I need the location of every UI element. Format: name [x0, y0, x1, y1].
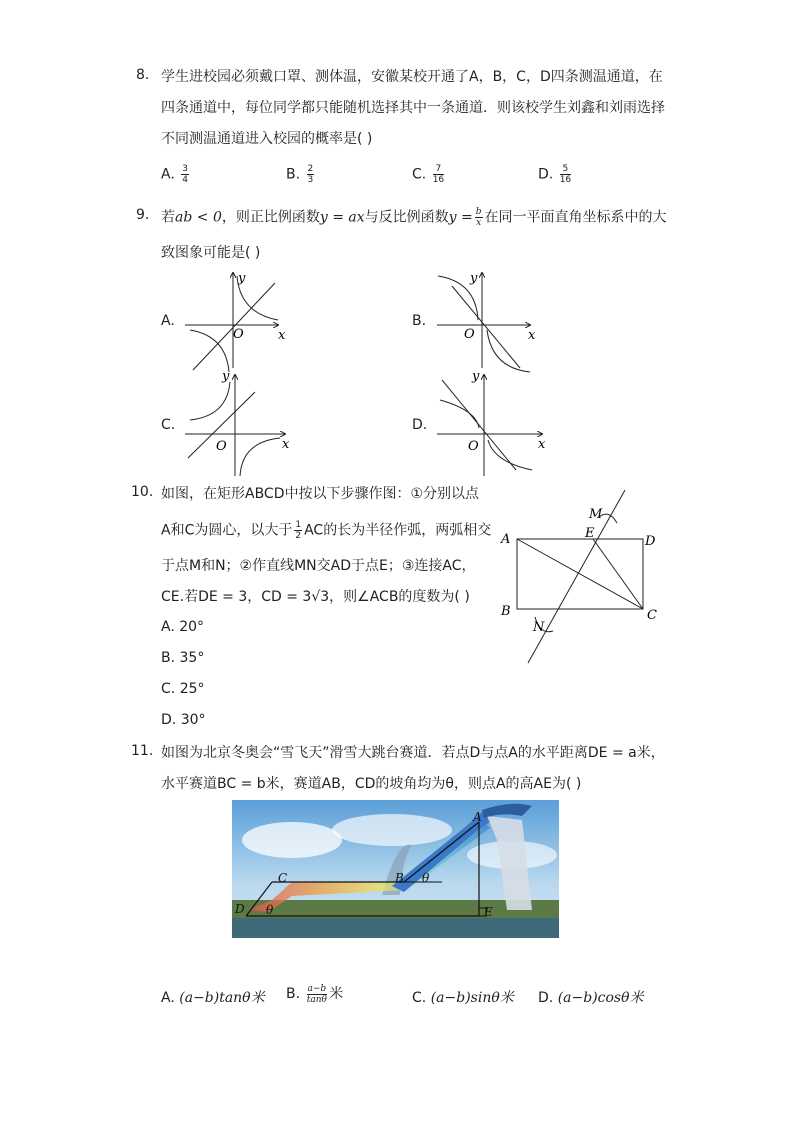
- q9-option-d[interactable]: D.: [412, 417, 428, 433]
- question-10-number: 10.: [131, 484, 154, 500]
- svg-text:x: x: [528, 328, 536, 343]
- svg-text:O: O: [468, 439, 479, 454]
- q9-graph-d: [432, 370, 552, 480]
- svg-text:E: E: [585, 526, 595, 541]
- q8-option-c-fraction: $\frac{7}{16}$: [432, 164, 445, 185]
- q9-option-a[interactable]: A.: [161, 313, 175, 329]
- question-10-line-2: A和C为圆心，以大于 $\frac{1}{2}$ AC的长为半径作弧，两弧相交: [161, 520, 492, 541]
- svg-text:O: O: [233, 327, 244, 342]
- question-11-number: 11.: [131, 743, 154, 759]
- svg-text:x: x: [538, 437, 546, 452]
- q11-option-c[interactable]: C. (a−b)sinθ米: [412, 990, 514, 1006]
- svg-text:C: C: [647, 608, 657, 623]
- question-8-number: 8.: [136, 67, 150, 83]
- svg-text:A: A: [501, 532, 511, 547]
- q10-option-a[interactable]: A. 20°: [161, 619, 205, 635]
- svg-text:D: D: [235, 902, 245, 916]
- question-8-line-3: 不同测温通道进入校园的概率是( ): [161, 131, 373, 147]
- question-10-line-1: 如图，在矩形ABCD中按以下步骤作图：①分别以点: [161, 486, 480, 502]
- question-9-number: 9.: [136, 207, 150, 223]
- svg-text:y: y: [472, 370, 480, 384]
- q9-option-c[interactable]: C.: [161, 417, 176, 433]
- q10-option-b[interactable]: B. 35°: [161, 650, 205, 666]
- q9-graph-b: [432, 268, 542, 378]
- question-10-line-4: CE.若DE = 3，CD = 3√3，则∠ACB的度数为( ): [161, 589, 470, 605]
- q10-rectangle-figure: [495, 485, 670, 670]
- q8-option-a-fraction: $\frac{3}{4}$: [182, 164, 188, 185]
- question-11-line-1: 如图为北京冬奥会“雪飞天”滑雪大跳台赛道．若点D与点A的水平距离DE = a米，: [161, 745, 665, 761]
- svg-text:x: x: [282, 437, 290, 452]
- q10-option-c[interactable]: C. 25°: [161, 681, 205, 697]
- svg-text:y: y: [470, 271, 478, 286]
- svg-text:A: A: [473, 810, 482, 824]
- svg-text:y: y: [238, 271, 246, 286]
- question-8-line-2: 四条通道中，每位同学都只能随机选择其中一条通道．则该校学生刘鑫和刘雨选择: [161, 100, 665, 116]
- q8-option-a[interactable]: A. $\frac{3}{4}$: [161, 164, 188, 185]
- svg-text:θ: θ: [422, 871, 430, 885]
- q9-graph-a: [180, 268, 290, 378]
- question-10-line-3: 于点M和N；②作直线MN交AD于点E；③连接AC，: [161, 558, 476, 574]
- q9-graph-c: [180, 370, 295, 480]
- q11-option-d[interactable]: D. (a−b)cosθ米: [538, 990, 644, 1006]
- svg-text:N: N: [533, 620, 545, 635]
- q8-option-b-fraction: $\frac{2}{3}$: [307, 164, 314, 185]
- svg-text:E: E: [484, 905, 493, 919]
- svg-text:O: O: [216, 439, 227, 454]
- q8-option-d[interactable]: D. $\frac{5}{16}$: [538, 164, 572, 185]
- svg-text:B: B: [501, 604, 511, 619]
- q9-option-b[interactable]: B.: [412, 313, 427, 329]
- question-9-line-2: 致图象可能是( ): [161, 245, 261, 261]
- q10-option-d[interactable]: D. 30°: [161, 712, 206, 728]
- svg-text:y: y: [222, 370, 230, 384]
- q8-option-b[interactable]: B. $\frac{2}{3}$: [286, 164, 314, 185]
- question-11-line-2: 水平赛道BC = b米，赛道AB，CD的坡角均为θ，则点A的高AE为( ): [161, 776, 582, 792]
- q8-option-c[interactable]: C. $\frac{7}{16}$: [412, 164, 445, 185]
- svg-text:C: C: [278, 871, 288, 885]
- svg-text:O: O: [464, 327, 475, 342]
- svg-text:D: D: [645, 534, 656, 549]
- ski-jump-photo: [232, 800, 559, 938]
- question-8-line-1: 学生进校园必须戴口罩、测体温，安徽某校开通了A，B，C，D四条测温通道，在: [161, 69, 663, 85]
- q11-option-b[interactable]: B. $\frac{a-b}{\tan\theta}$ 米: [286, 983, 344, 1005]
- question-9-line-1: 若ab < 0，则正比例函数y = ax与反比例函数y = $\frac{b}{x}$ 在同一平面直角坐标系中的大: [161, 207, 667, 228]
- svg-text:B: B: [395, 871, 404, 885]
- svg-text:M: M: [589, 507, 603, 522]
- svg-text:θ: θ: [266, 903, 274, 917]
- svg-text:x: x: [278, 328, 286, 343]
- q11-option-a[interactable]: A. (a−b)tanθ米: [161, 990, 265, 1006]
- q8-option-d-fraction: $\frac{5}{16}$: [559, 164, 572, 185]
